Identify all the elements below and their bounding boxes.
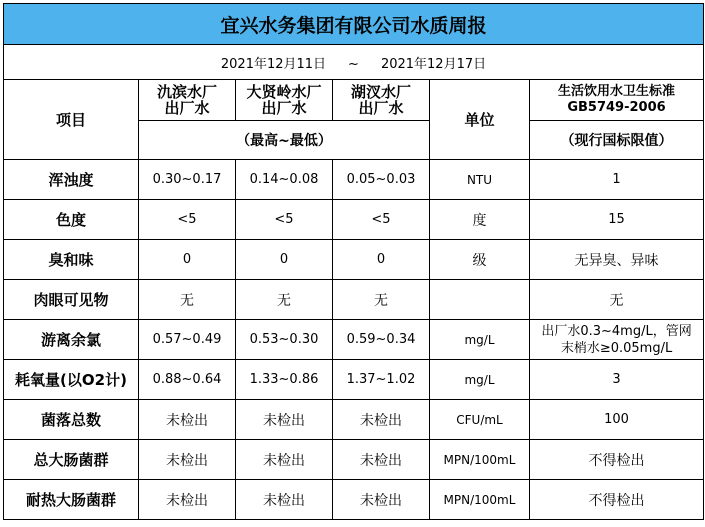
row-value-plant-1: 无 <box>139 280 236 320</box>
row-value-plant-1: 未检出 <box>139 400 236 440</box>
period-end: 2021年12月17日 <box>380 56 487 72</box>
row-value-plant-3: 1.37~1.02 <box>333 360 430 400</box>
header-plant-3: 湖汊水厂 出厂水 <box>333 80 430 121</box>
row-limit: 无 <box>530 280 704 320</box>
row-unit: NTU <box>430 160 530 200</box>
row-value-plant-1: 未检出 <box>139 480 236 520</box>
row-unit <box>430 280 530 320</box>
row-limit: 不得检出 <box>530 440 704 480</box>
row-item: 总大肠菌群 <box>4 440 139 480</box>
row-value-plant-3: <5 <box>333 200 430 240</box>
row-unit: CFU/mL <box>430 400 530 440</box>
table-row <box>4 280 704 320</box>
row-limit: 无异臭、异味 <box>530 240 704 280</box>
row-item: 菌落总数 <box>4 400 139 440</box>
row-item: 耗氧量(以O2计) <box>4 360 139 400</box>
report-title: 宜兴水务集团有限公司水质周报 <box>4 4 704 45</box>
row-value-plant-3: 0.05~0.03 <box>333 160 430 200</box>
row-value-plant-3: 0.59~0.34 <box>333 320 430 360</box>
row-value-plant-3: 未检出 <box>333 480 430 520</box>
period-separator: ~ <box>348 56 359 72</box>
row-item: 臭和味 <box>4 240 139 280</box>
water-quality-report-table <box>3 3 704 520</box>
row-value-plant-3: 0 <box>333 240 430 280</box>
row-value-plant-2: 1.33~0.86 <box>236 360 333 400</box>
table-row <box>4 240 704 280</box>
row-value-plant-2: 未检出 <box>236 480 333 520</box>
row-item: 肉眼可见物 <box>4 280 139 320</box>
row-unit: MPN/100mL <box>430 480 530 520</box>
row-unit: 度 <box>430 200 530 240</box>
row-item: 浑浊度 <box>4 160 139 200</box>
header-range-note: （最高~最低） <box>139 121 430 160</box>
report-period <box>4 45 704 80</box>
table-row <box>4 320 704 360</box>
row-item: 色度 <box>4 200 139 240</box>
row-value-plant-2: 0.14~0.08 <box>236 160 333 200</box>
row-value-plant-2: 无 <box>236 280 333 320</box>
header-standard: 生活饮用水卫生标准 GB5749-2006 <box>530 80 704 121</box>
row-item: 游离余氯 <box>4 320 139 360</box>
header-standard-note: （现行国标限值） <box>530 121 704 160</box>
row-item: 耐热大肠菌群 <box>4 480 139 520</box>
row-value-plant-1: 0 <box>139 240 236 280</box>
header-plant-1: 氿滨水厂 出厂水 <box>139 80 236 121</box>
row-unit: MPN/100mL <box>430 440 530 480</box>
row-value-plant-3: 未检出 <box>333 400 430 440</box>
row-value-plant-2: <5 <box>236 200 333 240</box>
row-value-plant-1: <5 <box>139 200 236 240</box>
row-value-plant-1: 未检出 <box>139 440 236 480</box>
table-row <box>4 440 704 480</box>
row-limit: 3 <box>530 360 704 400</box>
header-unit: 单位 <box>430 80 530 160</box>
header-item: 项目 <box>4 80 139 160</box>
row-limit: 不得检出 <box>530 480 704 520</box>
row-unit: mg/L <box>430 320 530 360</box>
row-value-plant-1: 0.57~0.49 <box>139 320 236 360</box>
row-value-plant-1: 0.88~0.64 <box>139 360 236 400</box>
table-row <box>4 480 704 520</box>
row-value-plant-3: 无 <box>333 280 430 320</box>
table-row <box>4 360 704 400</box>
row-value-plant-2: 未检出 <box>236 400 333 440</box>
table-row <box>4 160 704 200</box>
row-value-plant-2: 0.53~0.30 <box>236 320 333 360</box>
row-value-plant-2: 0 <box>236 240 333 280</box>
row-limit: 100 <box>530 400 704 440</box>
row-value-plant-1: 0.30~0.17 <box>139 160 236 200</box>
row-limit: 1 <box>530 160 704 200</box>
row-unit: 级 <box>430 240 530 280</box>
period-start: 2021年12月11日 <box>220 56 327 72</box>
row-limit: 出厂水0.3~4mg/L，管网 末梢水≥0.05mg/L <box>530 320 704 360</box>
row-value-plant-3: 未检出 <box>333 440 430 480</box>
table-row <box>4 200 704 240</box>
row-limit: 15 <box>530 200 704 240</box>
header-plant-2: 大贤岭水厂 出厂水 <box>236 80 333 121</box>
row-value-plant-2: 未检出 <box>236 440 333 480</box>
row-unit: mg/L <box>430 360 530 400</box>
table-row <box>4 400 704 440</box>
